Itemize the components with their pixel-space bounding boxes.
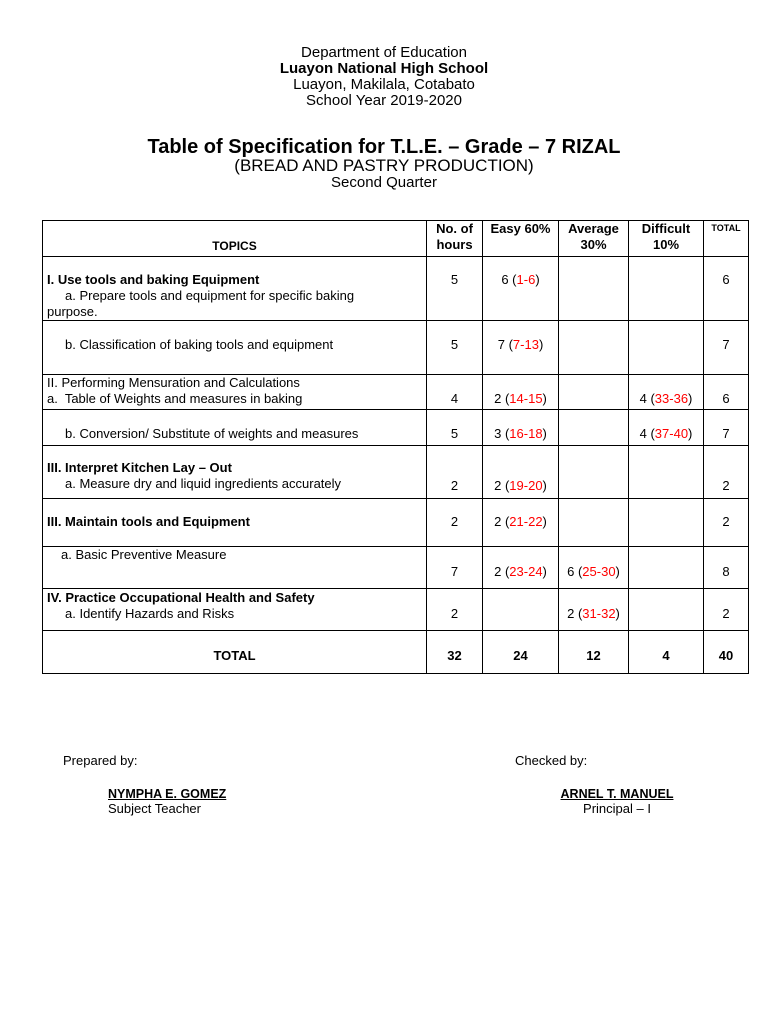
difficult-cell (629, 257, 704, 321)
easy-count: 2 (494, 514, 502, 529)
topic-item: a. Basic Preventive Measure (61, 547, 227, 562)
easy-item-range: ( 19-20 ) (501, 478, 547, 493)
topic-cell (43, 547, 427, 589)
easy-cell (483, 375, 559, 410)
easy-item-range: ( 23-24 ) (501, 564, 547, 579)
total-cell: 7 (704, 321, 749, 375)
easy-count: 7 (497, 337, 505, 352)
grand-total: 40 (704, 631, 749, 674)
topic-cell (43, 321, 427, 375)
difficult-cell (629, 589, 704, 631)
difficult-cell (629, 375, 704, 410)
total-easy: 24 (483, 631, 559, 674)
preparer-name: NYMPHA E. GOMEZ (108, 787, 227, 801)
average-cell (559, 321, 629, 375)
easy-count: 2 (494, 564, 502, 579)
easy-count: 2 (494, 478, 502, 493)
easy-item-range: ( 1-6 ) (509, 272, 540, 287)
topic-cell (43, 410, 427, 446)
average-cell (559, 547, 629, 589)
total-cell: 2 (704, 589, 749, 631)
average-cell (559, 375, 629, 410)
table-row (43, 446, 749, 499)
topic-cell (43, 589, 427, 631)
topic-item: a. Measure dry and liquid ingredients accurately (65, 476, 342, 491)
hours-cell: 2 (427, 499, 483, 547)
average-count: 2 (567, 606, 575, 621)
easy-cell (483, 446, 559, 499)
total-difficult: 4 (629, 631, 704, 674)
table-row (43, 321, 749, 375)
topic-item: a. Table of Weights and measures in baking (47, 391, 303, 406)
checker-role: Principal – I (583, 801, 651, 816)
topic-item: b. Classification of baking tools and equipment (65, 337, 334, 352)
checker-name: ARNEL T. MANUEL (560, 787, 674, 801)
topic-cell (43, 446, 427, 499)
easy-cell (483, 257, 559, 321)
difficult-item-range: ( 37-40 ) (647, 426, 693, 441)
page-subtitle: (BREAD AND PASTRY PRODUCTION) (234, 156, 534, 175)
difficult-item-range: ( 33-36 ) (647, 391, 693, 406)
school-name: Luayon National High School (279, 60, 489, 77)
total-cell: 6 (704, 375, 749, 410)
difficult-cell (629, 410, 704, 446)
easy-item-range: ( 14-15 ) (501, 391, 547, 406)
easy-cell (483, 410, 559, 446)
hours-cell: 2 (427, 446, 483, 499)
prepared-by-label: Prepared by: (63, 753, 138, 768)
department-name: Department of Education (301, 44, 467, 61)
page-title: Table of Specification for T.L.E. – Grade – 7 RIZAL (147, 136, 621, 158)
total-cell: 7 (704, 410, 749, 446)
difficult-cell (629, 446, 704, 499)
total-cell: 8 (704, 547, 749, 589)
total-hours: 32 (427, 631, 483, 674)
hours-cell: 5 (427, 410, 483, 446)
table-row (43, 589, 749, 631)
topic-item: b. Conversion/ Substitute of weights and measures (65, 426, 359, 441)
hours-cell: 2 (427, 589, 483, 631)
topic-heading: IV. Practice Occupational Health and Safety (47, 590, 315, 605)
average-count: 6 (567, 564, 575, 579)
topic-cell (43, 375, 427, 410)
topic-cell (43, 499, 427, 547)
average-cell (559, 446, 629, 499)
table-row (43, 375, 749, 410)
hours-cell: 4 (427, 375, 483, 410)
school-address: Luayon, Makilala, Cotabato (293, 76, 475, 93)
hours-cell: 5 (427, 257, 483, 321)
easy-item-range: ( 7-13 ) (505, 337, 543, 352)
table-header-row (43, 221, 749, 257)
total-cell: 2 (704, 499, 749, 547)
difficult-cell (629, 321, 704, 375)
checked-by-label: Checked by: (515, 753, 588, 768)
document-header (0, 45, 768, 109)
column-header-average: Average 30% (559, 221, 629, 257)
column-header-difficult: Difficult 10% (629, 221, 704, 257)
easy-item-range: ( 16-18 ) (501, 426, 547, 441)
hours-cell: 7 (427, 547, 483, 589)
totals-row (43, 631, 749, 674)
table-row (43, 499, 749, 547)
easy-cell (483, 547, 559, 589)
table-row (43, 547, 749, 589)
topic-heading: III. Interpret Kitchen Lay – Out (47, 460, 232, 475)
topic-heading: I. Use tools and baking Equipment (47, 272, 260, 287)
quarter-label: Second Quarter (331, 174, 437, 191)
table-row (43, 410, 749, 446)
average-item-range: ( 31-32 ) (574, 606, 620, 621)
preparer-role: Subject Teacher (108, 801, 201, 816)
topic-heading: III. Maintain tools and Equipment (47, 514, 250, 529)
easy-cell (483, 321, 559, 375)
table-row (43, 257, 749, 321)
topic-item: a. Prepare tools and equipment for specific baking purpose. (47, 288, 355, 319)
topic-item: a. Identify Hazards and Risks (65, 606, 235, 621)
difficult-count: 4 (639, 426, 647, 441)
easy-count: 2 (494, 391, 502, 406)
average-item-range: ( 25-30 ) (574, 564, 620, 579)
specification-table (42, 220, 749, 674)
column-header-topics: TOPICS (43, 221, 427, 257)
total-average: 12 (559, 631, 629, 674)
column-header-total: TOTAL (704, 221, 749, 257)
school-year: School Year 2019-2020 (306, 92, 462, 109)
easy-item-range: ( 21-22 ) (501, 514, 547, 529)
totals-label: TOTAL (43, 631, 427, 674)
easy-count: 3 (494, 426, 502, 441)
difficult-cell (629, 499, 704, 547)
column-header-hours: No. of hours (427, 221, 483, 257)
easy-count: 6 (501, 272, 509, 287)
topic-heading: II. Performing Mensuration and Calculations (47, 375, 300, 390)
average-cell (559, 257, 629, 321)
average-cell (559, 499, 629, 547)
total-cell: 2 (704, 446, 749, 499)
column-header-easy: Easy 60% (483, 221, 559, 257)
difficult-count: 4 (639, 391, 647, 406)
difficult-cell (629, 547, 704, 589)
total-cell: 6 (704, 257, 749, 321)
easy-cell (483, 589, 559, 631)
average-cell (559, 410, 629, 446)
easy-cell (483, 499, 559, 547)
hours-cell: 5 (427, 321, 483, 375)
average-cell (559, 589, 629, 631)
topic-cell (43, 257, 427, 321)
